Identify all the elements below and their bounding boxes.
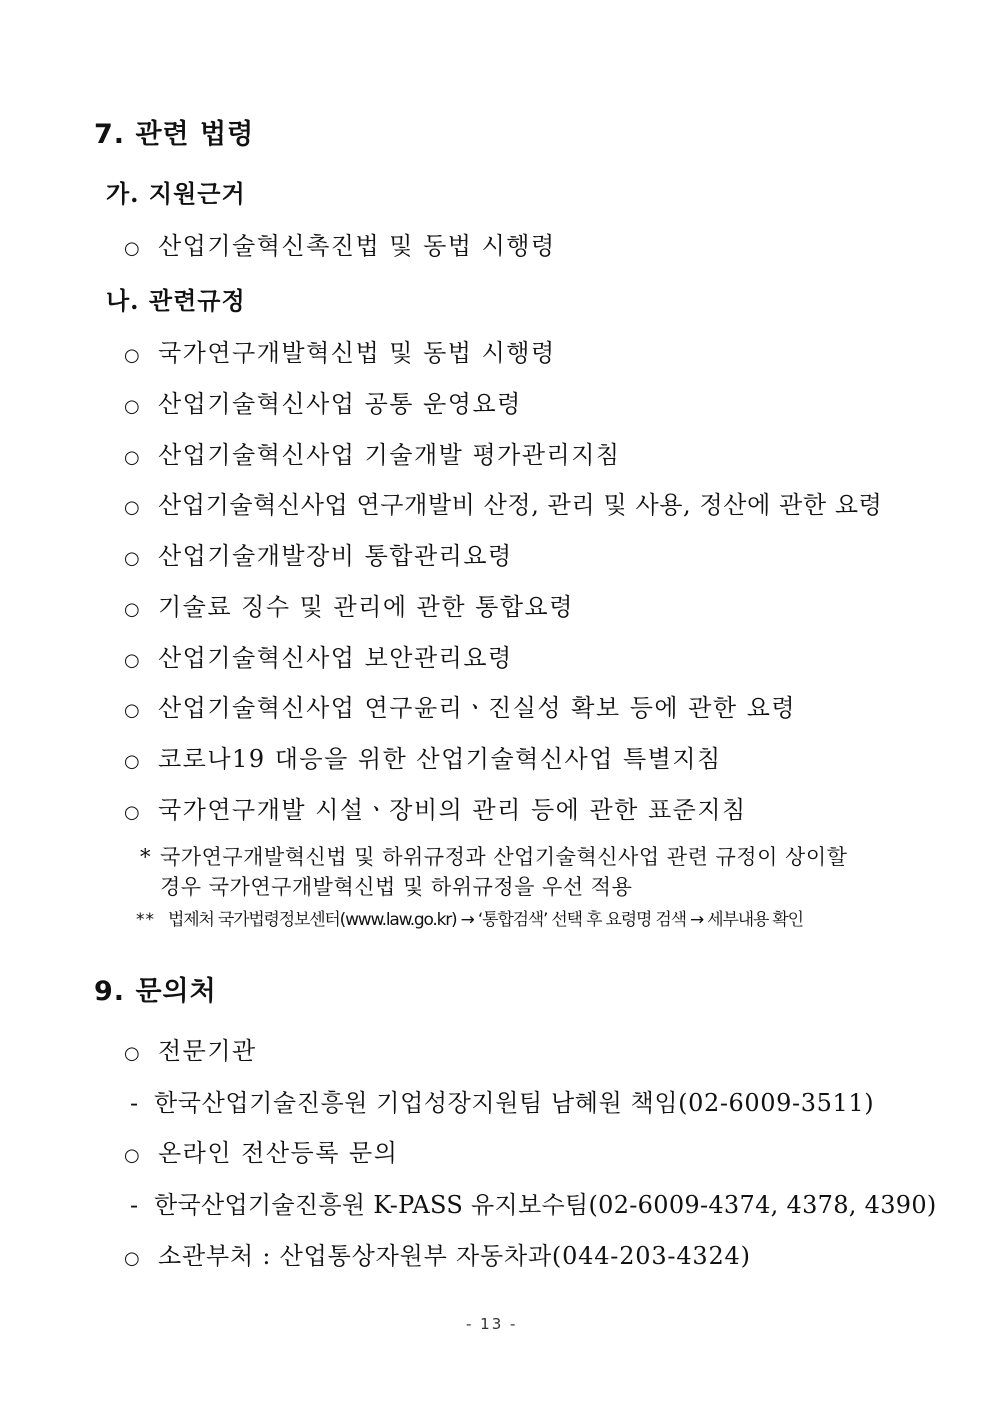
list-item: ○ 산업기술혁신사업 연구개발비 산정, 관리 및 사용, 정산에 관한 요령 xyxy=(124,491,883,519)
bullet-icon: ○ xyxy=(124,802,142,823)
list-item: ○ 산업기술혁신사업 연구윤리ㆍ진실성 확보 등에 관한 요령 xyxy=(124,694,797,722)
list-item: ○ 기술료 징수 및 관리에 관한 통합요령 xyxy=(124,593,574,621)
double-asterisk-mark: ** xyxy=(136,910,155,930)
dash-mark: - xyxy=(130,1089,139,1117)
list-item: ○ 산업기술혁신사업 공통 운영요령 xyxy=(124,390,522,418)
bullet-icon: ○ xyxy=(124,650,142,671)
bullet-icon: ○ xyxy=(124,1145,142,1166)
bullet-icon: ○ xyxy=(124,497,141,518)
list-item: ○ 국가연구개발 시설ㆍ장비의 관리 등에 관한 표준지침 xyxy=(124,796,747,824)
list-item: ○ 산업기술혁신사업 보안관리요령 xyxy=(124,644,513,672)
section7-title: 7. 관련 법령 xyxy=(94,119,255,150)
list-item: ○ 전문기관 xyxy=(124,1037,257,1065)
footnote-1: * 국가연구개발혁신법 및 하위규정과 산업기술혁신사업 관련 규정이 상이할 xyxy=(140,845,848,869)
bullet-icon: ○ xyxy=(124,751,142,772)
footnote-2: ** 법제처 국가법령정보센터(www.law.go.kr) → ‘통합검색’ 선택 후 요령명 검색 → 세부내용 확인 xyxy=(136,910,803,930)
contact-detail: - 한국산업기술진흥원 K-PASS 유지보수팀(02-6009-4374, 4378, 4390) xyxy=(130,1191,937,1219)
list-item: ○ 산업기술개발장비 통합관리요령 xyxy=(124,542,513,570)
subsection-b-title: 나. 관련규정 xyxy=(106,286,246,315)
bullet-icon: ○ xyxy=(124,396,142,417)
bullet-icon: ○ xyxy=(124,599,142,620)
dash-mark: - xyxy=(130,1191,139,1219)
list-item: ○ 코로나19 대응을 위한 산업기술혁신사업 특별지침 xyxy=(124,745,722,773)
list-item: ○ 산업기술혁신사업 기술개발 평가관리지침 xyxy=(124,441,621,469)
list-item: ○ 국가연구개발혁신법 및 동법 시행령 xyxy=(124,339,556,367)
footnote-1-cont: 경우 국가연구개발혁신법 및 하위규정을 우선 적용 xyxy=(160,875,633,899)
bullet-icon: ○ xyxy=(124,345,142,366)
bullet-icon: ○ xyxy=(124,447,142,468)
section9-title: 9. 문의처 xyxy=(94,976,217,1007)
asterisk-mark: * xyxy=(140,845,151,869)
bullet-icon: ○ xyxy=(124,1248,141,1269)
list-item: ○ 산업기술혁신촉진법 및 동법 시행령 xyxy=(124,232,556,260)
bullet-icon: ○ xyxy=(124,548,142,569)
bullet-icon: ○ xyxy=(124,1043,142,1064)
contact-detail: - 한국산업기술진흥원 기업성장지원팀 남혜원 책임(02-6009-3511) xyxy=(130,1089,875,1117)
list-item: ○ 소관부처 : 산업통상자원부 자동차과(044-203-4324) xyxy=(124,1242,751,1270)
page-number: - 13 - xyxy=(466,1315,518,1333)
bullet-icon: ○ xyxy=(124,700,142,721)
list-item: ○ 온라인 전산등록 문의 xyxy=(124,1139,399,1167)
bullet-icon: ○ xyxy=(124,238,142,259)
subsection-a-title: 가. 지원근거 xyxy=(106,179,246,208)
